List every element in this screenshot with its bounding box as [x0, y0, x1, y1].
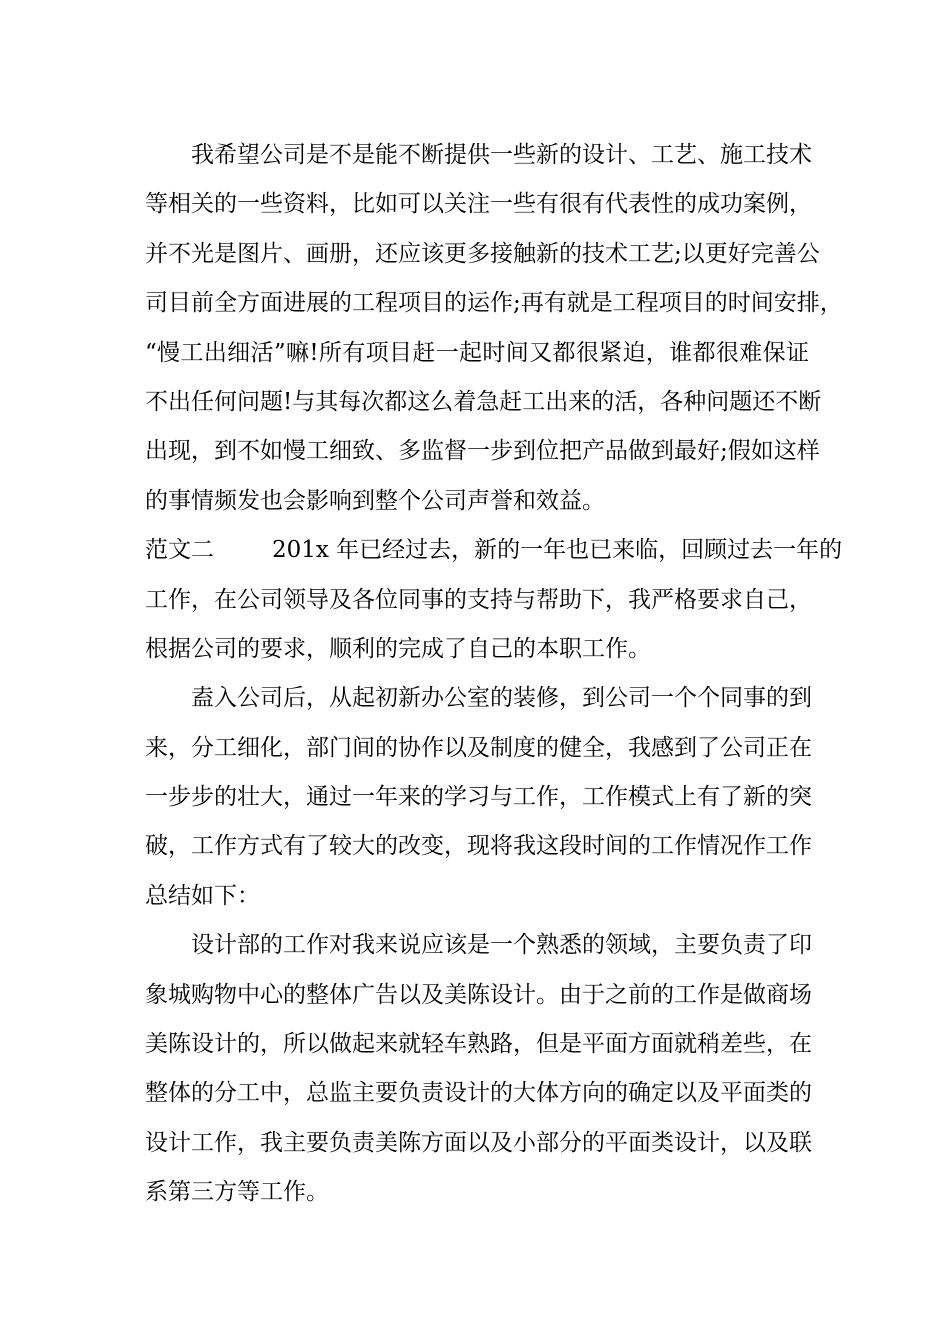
text-line: 并不光是图片、画册，还应该更多接触新的技术工艺;以更好完善公 — [145, 240, 820, 267]
text-line: 一步步的壮大，通过一年来的学习与工作，工作模式上有了新的突 — [145, 784, 812, 811]
text-line: 等相关的一些资料，比如可以关注一些有很有代表性的成功案例， — [145, 191, 812, 218]
text-line: 设计部的工作对我来说应该是一个熟悉的领域，主要负责了印 — [191, 932, 812, 959]
document-body — [145, 131, 843, 1218]
text-line: 工作，在公司领导及各位同事的支持与帮助下，我严格要求自己， — [145, 586, 812, 613]
section-first-line — [145, 526, 843, 575]
text-line: 象城购物中心的整体广告以及美陈设计。由于之前的工作是做商场 — [145, 981, 812, 1008]
text-line: 我希望公司是不是能不断提供一些新的设计、工艺、施工技术 — [191, 142, 812, 168]
text-line: 总结如下： — [145, 882, 260, 909]
text-line: 破，工作方式有了较大的改变，现将我这段时间的工作情况作工作 — [145, 833, 812, 860]
text-line: 整体的分工中，总监主要负责设计的大体方向的确定以及平面类的 — [145, 1080, 812, 1107]
section-first-line-text: 201x 年已经过去，新的一年也已来临，回顾过去一年的 — [272, 537, 843, 564]
text-line: 系第三方等工作。 — [145, 1179, 329, 1206]
text-line: 美陈设计的，所以做起来就轻车熟路，但是平面方面就稍差些，在 — [145, 1031, 812, 1058]
text-line: 设计工作，我主要负责美陈方面以及小部分的平面类设计，以及联 — [145, 1129, 812, 1156]
text-line: 不出任何问题!与其每次都这么着急赶工出来的活，各种问题还不断 — [145, 388, 822, 415]
text-line: 司目前全方面进展的工程项目的运作;再有就是工程项目的时间安排， — [145, 290, 843, 317]
text-line: 出现，到不如慢工细致、多监督一步到位把产品做到最好;假如这样 — [145, 438, 820, 465]
text-line: 的事情频发也会影响到整个公司声誉和效益。 — [145, 487, 605, 514]
text-line: 来，分工细化，部门间的协作以及制度的健全，我感到了公司正在 — [145, 734, 812, 761]
text-line: “慢工出细活”嘛!所有项目赶一起时间又都很紧迫，谁都很难保证 — [145, 339, 809, 366]
text-line: 盍入公司后，从起初新办公室的装修，到公司一个个同事的到 — [191, 685, 812, 712]
text-line: 根据公司的要求，顺利的完成了自己的本职工作。 — [145, 635, 651, 662]
section-label: 范文二 — [145, 537, 214, 564]
